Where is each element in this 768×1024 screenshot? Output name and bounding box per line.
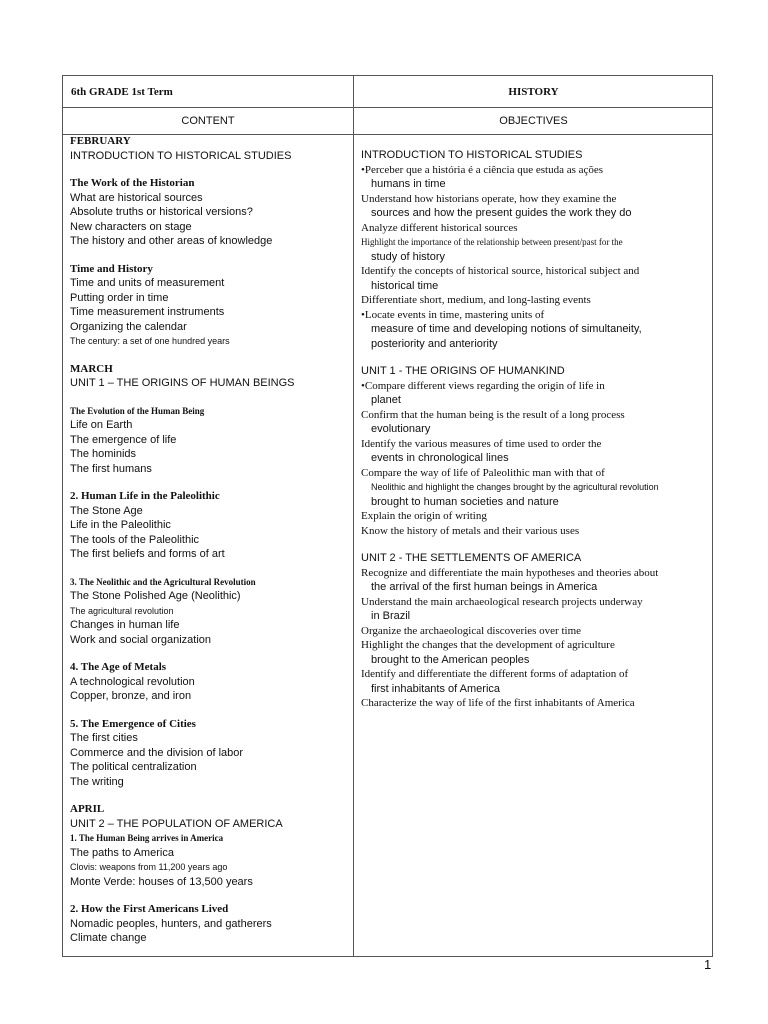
objective-line: Analyze different historical sources (361, 221, 518, 234)
objective-line: Highlight the importance of the relationship between present/past for the (361, 237, 623, 247)
objective-line: Differentiate short, medium, and long-lasting events (361, 294, 591, 306)
objective-line: measure of time and developing notions of simultaneity, (371, 323, 642, 335)
content-line: Commerce and the division of labor (70, 746, 244, 759)
objective-line: Identify the concepts of historical source, historical subject and (361, 265, 640, 277)
header-divider (63, 107, 712, 108)
objective-line: humans in time (371, 178, 446, 190)
spacer (70, 704, 350, 717)
objective-line: •Compare different views regarding the origin of life in (361, 379, 605, 392)
objective-line: Explain the origin of writing (361, 510, 487, 522)
content-line: Nomadic peoples, hunters, and gatherers (70, 917, 272, 930)
objective-line: evolutionary (371, 423, 431, 435)
content-line: UNIT 1 – THE ORIGINS OF HUMAN BEINGS (70, 377, 295, 389)
content-line: 3. The Neolithic and the Agricultural Revolution (70, 576, 256, 587)
objectives-column (361, 148, 709, 711)
objective-line: Understand the main archaeological research projects underway (361, 595, 643, 608)
content-line: Time measurement instruments (70, 306, 225, 318)
content-line: UNIT 2 – THE POPULATION OF AMERICA (70, 817, 283, 830)
content-line: What are historical sources (70, 191, 203, 204)
content-line: The agricultural revolution (70, 605, 174, 616)
content-line: The century: a set of one hundred years (70, 336, 230, 346)
content-line: Time and units of measurement (70, 277, 225, 289)
content-line: The Evolution of the Human Being (70, 405, 205, 416)
objective-line: the arrival of the first human beings in America (371, 581, 598, 593)
content-line: A technological revolution (70, 675, 195, 688)
objective-line: •Locate events in time, mastering units of (361, 308, 545, 321)
objective-line: study of history (371, 250, 445, 263)
content-line: APRIL (70, 803, 105, 815)
objective-line: Identify the various measures of time used to order the (361, 437, 602, 450)
spacer (361, 351, 709, 364)
content-line: The first beliefs and forms of art (70, 548, 225, 560)
content-column (70, 134, 350, 946)
content-line: The political centralization (70, 761, 197, 773)
spacer (70, 349, 350, 362)
objective-line: Organize the archaeological discoveries over time (361, 624, 582, 637)
content-line: 2. How the First Americans Lived (70, 903, 229, 915)
spacer (361, 538, 709, 551)
page-number: 1 (704, 957, 712, 972)
content-column-header: CONTENT (181, 115, 235, 127)
content-line: The paths to America (70, 846, 174, 859)
objective-line: in Brazil (371, 610, 411, 622)
content-line: The emergence of life (70, 433, 177, 446)
objective-line: sources and how the present guides the work they do (371, 207, 632, 219)
content-line: Changes in human life (70, 619, 180, 631)
objective-line: events in chronological lines (371, 452, 509, 464)
content-line: Clovis: weapons from 11,200 years ago (70, 862, 228, 872)
content-line: The first humans (70, 462, 152, 475)
objective-line: Confirm that the human being is the result of a long process (361, 408, 625, 421)
content-line: 2. Human Life in the Paleolithic (70, 490, 220, 502)
spacer (70, 562, 350, 575)
objectives-column-header: OBJECTIVES (499, 115, 568, 127)
objective-line: UNIT 2 - THE SETTLEMENTS OF AMERICA (361, 552, 582, 564)
curriculum-table (62, 75, 713, 957)
objective-line: posteriority and anteriority (371, 337, 498, 350)
content-line: Monte Verde: houses of 13,500 years (70, 875, 253, 888)
subject-label: HISTORY (508, 86, 559, 98)
objective-line: brought to human societies and nature (371, 495, 559, 508)
content-line: Life in the Paleolithic (70, 519, 171, 531)
objective-line: historical time (371, 279, 439, 292)
content-line: Absolute truths or historical versions? (70, 206, 253, 218)
content-line: Copper, bronze, and iron (70, 690, 192, 702)
content-line: Organizing the calendar (70, 320, 187, 333)
objective-line: Highlight the changes that the development of agriculture (361, 639, 615, 651)
objective-line: Recognize and differentiate the main hypotheses and theories about (361, 566, 659, 579)
content-line: The Work of the Historian (70, 177, 195, 189)
spacer (70, 249, 350, 262)
objective-line: brought to the American peoples (371, 653, 530, 666)
objective-line: Understand how historians operate, how they examine the (361, 192, 617, 205)
content-line: The writing (70, 775, 124, 788)
grade-term-label: 6th GRADE 1st Term (71, 86, 173, 98)
spacer (70, 476, 350, 489)
content-line: The Stone Polished Age (Neolithic) (70, 590, 241, 602)
objective-line: Identify and differentiate the different forms of adaptation of (361, 668, 629, 680)
content-line: 5. The Emergence of Cities (70, 717, 196, 730)
objective-line: •Perceber que a história é a ciência que estuda as ações (361, 163, 604, 176)
objective-line: planet (371, 394, 401, 406)
content-line: MARCH (70, 362, 113, 375)
content-line: Time and History (70, 262, 153, 275)
column-divider (353, 76, 354, 956)
objective-line: UNIT 1 - THE ORIGINS OF HUMANKIND (361, 365, 565, 377)
content-line: The first cities (70, 732, 138, 744)
content-line: The Stone Age (70, 504, 143, 517)
objective-line: INTRODUCTION TO HISTORICAL STUDIES (361, 149, 583, 161)
content-line: Life on Earth (70, 419, 133, 431)
content-line: FEBRUARY (70, 135, 131, 147)
content-line: The tools of the Paleolithic (70, 533, 200, 546)
objective-line: Characterize the way of life of the first inhabitants of America (361, 697, 635, 709)
content-line: Climate change (70, 932, 147, 944)
spacer (70, 391, 350, 404)
content-line: Work and social organization (70, 633, 212, 646)
content-line: The history and other areas of knowledge (70, 235, 273, 247)
spacer (70, 889, 350, 902)
content-line: INTRODUCTION TO HISTORICAL STUDIES (70, 149, 292, 162)
objective-line: Compare the way of life of Paleolithic man with that of (361, 466, 605, 479)
objective-line: first inhabitants of America (371, 682, 501, 695)
objective-line: Neolithic and highlight the changes brought by the agricultural revolution (371, 482, 659, 492)
objective-line: Know the history of metals and their various uses (361, 524, 580, 537)
spacer (70, 789, 350, 802)
spacer (70, 163, 350, 176)
content-line: 4. The Age of Metals (70, 661, 167, 673)
content-line: The hominids (70, 448, 137, 460)
content-line: 1. The Human Being arrives in America (70, 833, 224, 843)
content-line: New characters on stage (70, 220, 192, 233)
content-line: Putting order in time (70, 291, 169, 304)
spacer (70, 647, 350, 660)
